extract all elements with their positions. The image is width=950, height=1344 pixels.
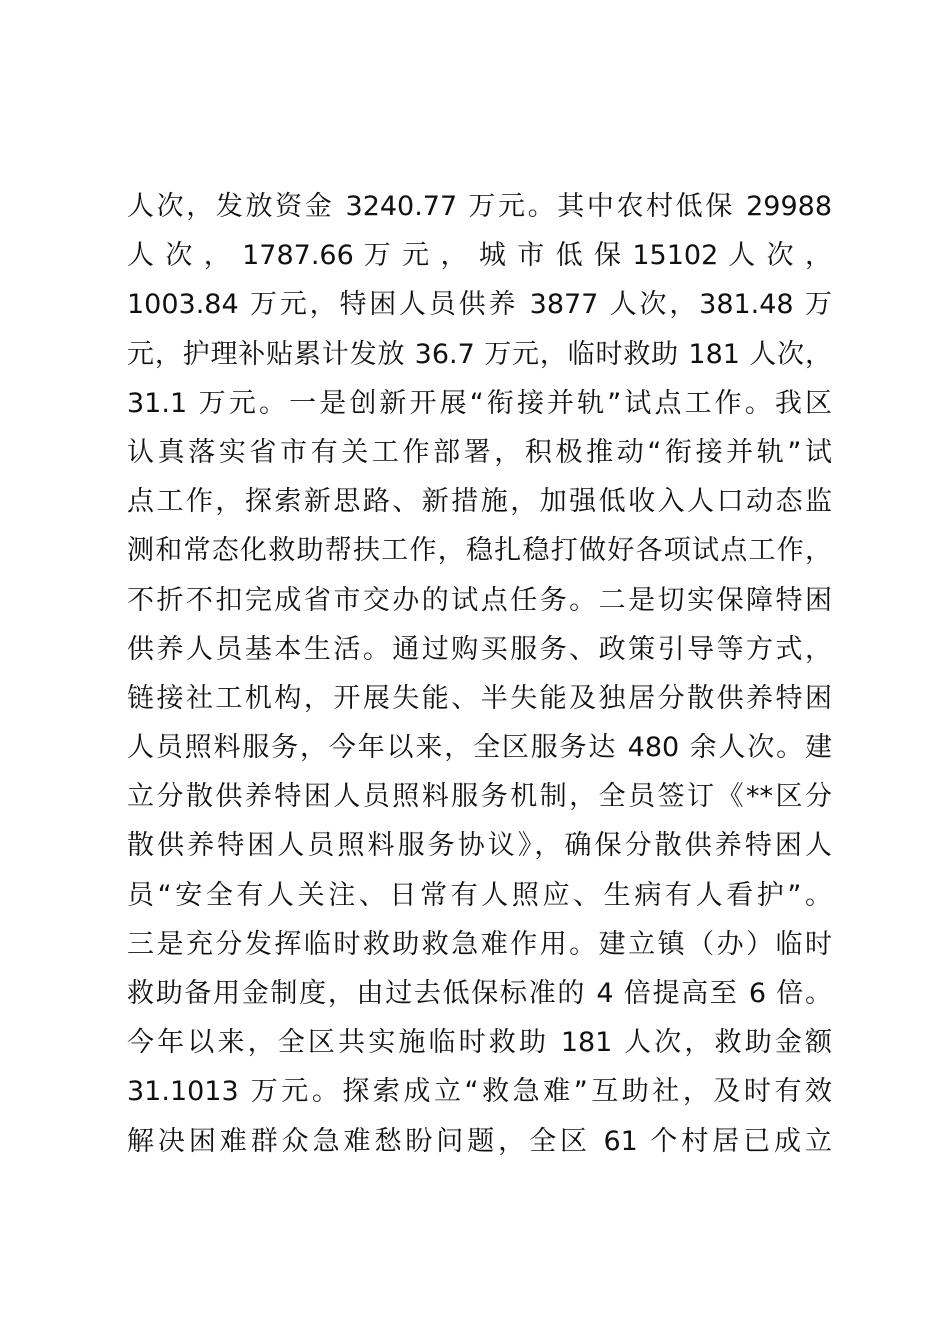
text-line: 供养人员基本生活。通过购买服务、政策引导等方式， (127, 633, 832, 665)
text-line: 不折不扣完成省市交办的试点任务。二是切实保障特困 (127, 584, 832, 616)
text-line: 人 次 ， 1787.66 万 元 ， 城 市 低 保 15102 人 次 ， (127, 240, 832, 272)
text-line: 31.1013 万元。探索成立“救急难”互助社，及时有效 (127, 1076, 832, 1108)
text-line: 救助备用金制度，由过去低保标准的 4 倍提高至 6 倍。 (127, 978, 832, 1009)
text-line: 立分散供养特困人员照料服务机制，全员签订《**区分 (127, 781, 832, 813)
text-line: 人员照料服务，今年以来，全区服务达 480 余人次。建 (127, 732, 832, 764)
text-line: 三是充分发挥临时救助救急难作用。建立镇（办）临时 (127, 928, 832, 960)
text-line: 人次，发放资金 3240.77 万元。其中农村低保 29988 (127, 191, 832, 222)
body-text (127, 182, 832, 1166)
text-line: 今年以来，全区共实施临时救助 181 人次，救助金额 (127, 1027, 832, 1059)
text-line: 认真落实省市有关工作部署，积极推动“衔接并轨”试 (127, 436, 832, 468)
text-line: 链接社工机构，开展失能、半失能及独居分散供养特困 (127, 682, 832, 714)
text-line: 解决困难群众急难愁盼问题，全区 61 个村居已成立 (127, 1125, 832, 1157)
text-line: 员“安全有人关注、日常有人照应、生病有人看护”。 (127, 879, 832, 911)
text-line: 测和常态化救助帮扶工作，稳扎稳打做好各项试点工作， (127, 535, 832, 567)
text-line: 散供养特困人员照料服务协议》，确保分散供养特困人 (127, 830, 832, 862)
text-line: 点工作，探索新思路、新措施，加强低收入人口动态监 (127, 486, 832, 518)
text-line: 31.1 万元。一是创新开展“衔接并轨”试点工作。我区 (127, 387, 832, 419)
text-line: 元，护理补贴累计发放 36.7 万元，临时救助 181 人次， (127, 338, 832, 370)
text-line: 1003.84 万元，特困人员供养 3877 人次，381.48 万 (127, 289, 832, 321)
